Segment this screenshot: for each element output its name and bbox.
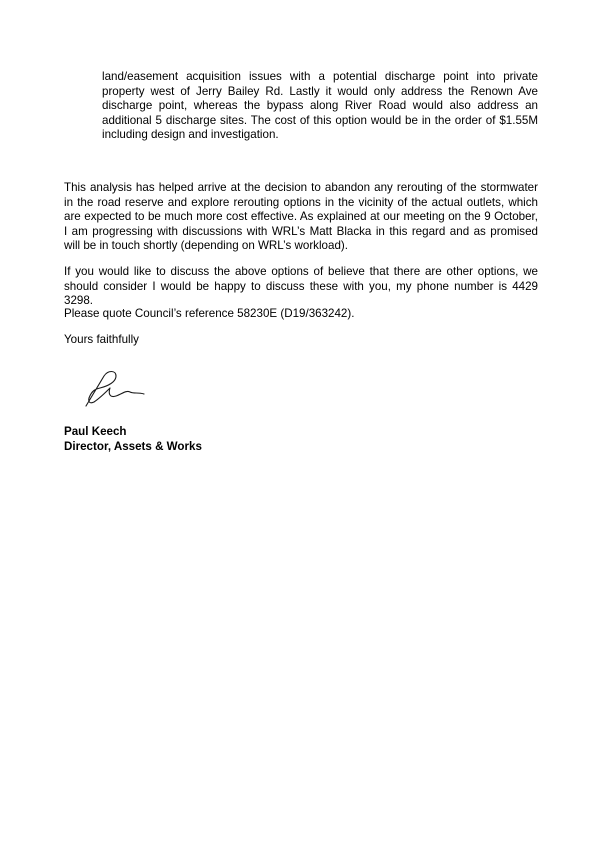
handwritten-signature (78, 362, 158, 412)
continued-option-paragraph: land/easement acquisition issues with a potential discharge point into private property west of Jerry Bailey Rd. Lastly it would only address the Renown Ave discharge point, whereas the bypass along River Road would also address an additional 5 discharge sites. The cost of this option would be in the order of $1.55M including design and investigation. (102, 70, 538, 142)
analysis-paragraph: This analysis has helped arrive at the decision to abandon any rerouting of the stormwater in the road reserve and explore rerouting options in the vicinity of the actual outlets, which are expected to be much more cost effective. As explained at our meeting on the 9 October, I am progressing with discussions with WRL’s Matt Blacka in this regard and as promised will be in touch shortly (depending on WRL’s workload). (64, 181, 538, 253)
discussion-paragraph: If you would like to discuss the above options of believe that there are other options, we should consider I would be happy to discuss these with you, my phone number is 4429 3298. (64, 265, 538, 308)
reference-line: Please quote Council’s reference 58230E (D19/363242). (64, 307, 355, 320)
closing-salutation: Yours faithfully (64, 333, 139, 346)
signatory-title: Director, Assets & Works (64, 440, 202, 453)
signatory-name: Paul Keech (64, 425, 127, 438)
